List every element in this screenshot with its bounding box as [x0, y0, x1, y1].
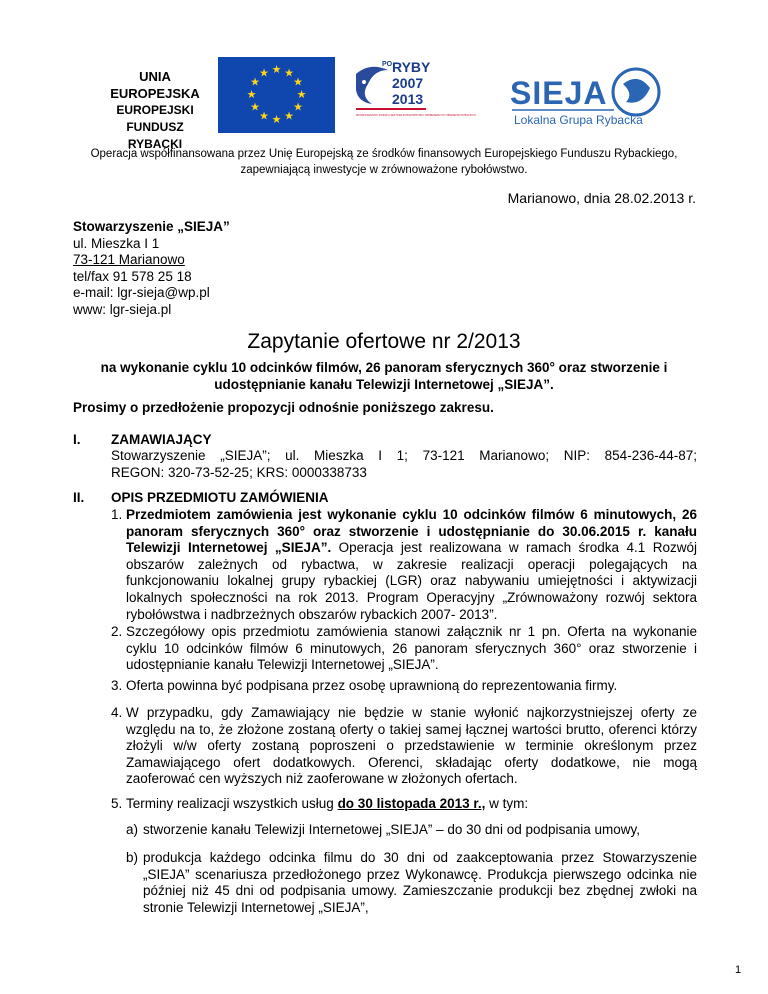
item3-number: 3. — [111, 678, 123, 693]
svg-text:★: ★ — [271, 113, 282, 126]
svg-text:★: ★ — [246, 88, 257, 101]
subitem-b-text: produkcja każdego odcinka filmu do 30 dni od zaakceptowania przez Stowarzyszenie „SIEJA” scenariusza przedłożonego przez Wykonawcę. Produkcja pierwszego odcinka nie później niż 45 dni od podpisania umowy. Zamieszczanie produkcji bez zbędnej zwłoki na stronie Telewizji Internetowej „SIEJA”, — [143, 850, 697, 915]
item1-rest: Operacja jest realizowana w ramach środka 4.1 Rozwój obszarów zależnych od rybactwa, w zakresie realizacji operacji polegających na funkcjonowaniu lokalnej grupy rybackiej (LGR) oraz nabywaniu umiejętności i aktywizacji lokalnych społeczności na rok 2013. Program Operacyjny „Zrównoważony rozwój sektora rybołówstwa i nadbrzeżnych obszarów rybackich 2007- 2013”. — [126, 540, 697, 622]
eu-logo-text — [93, 68, 217, 153]
item2-text: Szczegółowy opis przedmiotu zamówienia stanowi załącznik nr 1 pn. Oferta na wykonanie cyklu 10 odcinków filmów 6 minutowych, 26 panoram sferycznych 360° oraz stworzenie i udostępnianie kanału Telewizji Internetowej „SIEJA”. — [126, 624, 697, 673]
section2-heading: OPIS PRZEDMIOTU ZAMÓWIENIA — [111, 490, 329, 505]
address-email: e-mail: lgr-sieja@wp.pl — [73, 285, 210, 300]
item5-pre: Terminy realizacji wszystkich usług — [126, 796, 338, 811]
eu-line2: EUROPEJSKI FUNDUSZ — [116, 103, 194, 134]
page-number: 1 — [735, 964, 742, 976]
document-date: Marianowo, dnia 28.02.2013 r. — [507, 190, 696, 206]
svg-text:★: ★ — [293, 100, 303, 114]
item1-bold: Przedmiotem zamówienia jest wykonanie cyklu 10 odcinków filmów 6 minutowych, 26 panoram sferycznych 360° oraz stworzenie i udostępnianie do 30.06.2015 r. kanału Telewizji Internetowej „SIEJA”. — [126, 507, 697, 556]
section1-line2: REGON: 320-73-52-25; KRS: 0000338733 — [111, 464, 367, 480]
svg-text:★: ★ — [259, 66, 269, 80]
cofinancing-note — [60, 146, 708, 178]
section1-numeral: I. — [73, 432, 81, 447]
subitem-b-number: b) — [126, 850, 139, 865]
address-www: www: lgr-sieja.pl — [73, 301, 172, 317]
page-subtitle — [60, 359, 708, 393]
subitem-a-text: stworzenie kanału Telewizji Internetowej „SIEJA” – do 30 dni od podpisania umowy, — [143, 822, 641, 837]
poryby-po: PO — [382, 61, 393, 68]
intro-line1: Operacja współfinansowana przez Unię Europejską ze środków finansowych Europejskiego Funduszu Rybackiego, — [90, 148, 678, 160]
request-line: Prosimy o przedłożenie propozycji odnośnie poniższego zakresu. — [73, 400, 494, 415]
item4-number: 4. — [111, 705, 123, 720]
svg-text:★: ★ — [259, 109, 269, 123]
item5-text — [126, 796, 697, 813]
svg-text:★: ★ — [250, 100, 260, 114]
item3-text: Oferta powinna być podpisana przez osobę uprawnioną do reprezentowania firmy. — [126, 678, 618, 693]
section1-line1: Stowarzyszenie „SIEJA”; ul. Mieszka I 1; 73-121 Marianowo; NIP: 854-236-44-87; — [111, 448, 697, 463]
subtitle-line1: na wykonanie cyklu 10 odcinków filmów, 26 panoram sferycznych 360° oraz stworzenie i — [100, 360, 668, 375]
poryby-name: RYBY — [392, 59, 431, 75]
poryby-year1: 2007 — [392, 75, 424, 91]
address-phone: tel/fax 91 578 25 18 — [73, 268, 192, 284]
address-org: Stowarzyszenie „SIEJA” — [73, 219, 230, 234]
address-city: 73-121 Marianowo — [73, 252, 185, 267]
item5-post: w tym: — [485, 796, 529, 811]
section1-body — [111, 448, 697, 481]
sender-address — [73, 219, 230, 318]
item1-number: 1. — [111, 507, 123, 522]
sieja-caption: Lokalna Grupa Rybacka — [514, 113, 643, 127]
svg-text:★: ★ — [293, 75, 303, 89]
sieja-logo-icon — [508, 66, 668, 130]
sieja-name: SIEJA — [510, 75, 608, 111]
item2-number: 2. — [111, 624, 123, 639]
item1-text — [126, 507, 697, 623]
item4-text: W przypadku, gdy Zamawiający nie będzie w stanie wyłonić najkorzystniejszej oferty ze względu na to, że złożone zostaną oferty o takiej samej łącznej wartości brutto, oferenci którzy złożyli w/w oferty zostaną poproszeni o przedstawienie w terminie określonym przez Zamawiającego ofert dodatkowych. Oferenci, składając oferty dodatkowe, nie mogą zaoferować cen wyższych niż zaoferowane w złożonych ofertach. — [126, 705, 697, 787]
svg-text:★: ★ — [284, 109, 294, 123]
item5-deadline: do 30 listopada 2013 r., — [337, 796, 486, 811]
eu-line3: RYBACKI — [127, 137, 183, 151]
svg-text:★: ★ — [296, 88, 307, 101]
poryby-caption: ZRÓWNOWAŻONY ROZWÓJ SEKTORA RYBOŁÓWSTWA I NADBRZEŻNYCH OBSZARÓW RYBACKICH — [356, 114, 476, 117]
svg-text:★: ★ — [284, 66, 294, 80]
eu-flag-icon — [218, 57, 335, 133]
section2-numeral: II. — [73, 490, 85, 505]
section1-heading: ZAMAWIAJĄCY — [111, 432, 212, 447]
intro-line2: zapewniającą inwestycje w zrównoważone rybołówstwo. — [240, 164, 528, 176]
address-street: ul. Mieszka I 1 — [73, 235, 160, 251]
page-title: Zapytanie ofertowe nr 2/2013 — [247, 330, 521, 353]
poryby-year2: 2013 — [392, 91, 424, 107]
subitem-a-number: a) — [126, 822, 139, 837]
poryby-logo-icon — [350, 56, 476, 128]
svg-text:★: ★ — [250, 75, 260, 89]
item5-number: 5. — [111, 796, 123, 811]
svg-text:★: ★ — [271, 63, 282, 76]
eu-line1: UNIA EUROPEJSKA — [110, 69, 200, 101]
subtitle-line2: udostępnianie kanału Telewizji Internetowej „SIEJA”. — [214, 377, 554, 392]
